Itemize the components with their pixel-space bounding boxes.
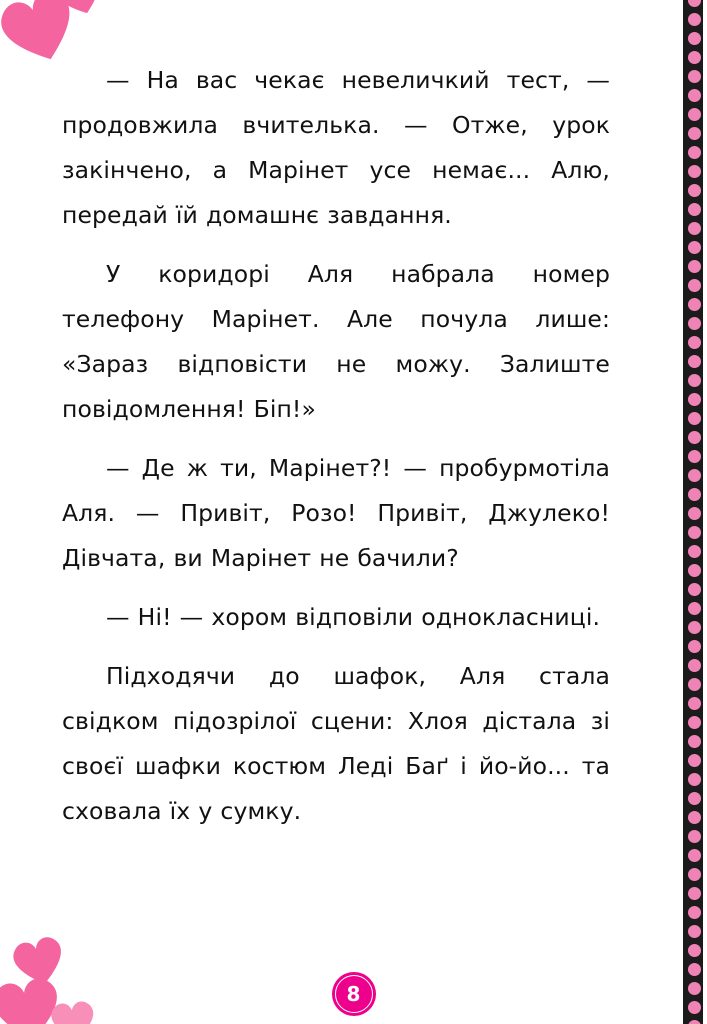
edge-dot [688,678,701,691]
paragraph: — На вас чекає невеличкий тест, — продовжила вчителька. — Отже, урок закінчено, а Марінет усе немає... Алю, передай їй домашнє завдання. [62,66,610,229]
paragraph: Підходячи до шафок, Аля стала свідком підозрілої сцени: Хлоя дістала зі своєї шафки костюм Леді Баґ і йо-йо... та сховала їх у сумку. [62,662,610,825]
edge-dot [688,89,701,102]
edge-dot [688,754,701,767]
edge-dot [688,260,701,273]
page-number-label: 8 [346,982,361,1006]
edge-dot [688,146,701,159]
edge-dot [688,393,701,406]
edge-dot [688,602,701,615]
edge-dot [688,545,701,558]
edge-dot [688,982,701,995]
edge-dot [688,165,701,178]
edge-dot [688,203,701,216]
heart-icon [43,991,102,1024]
edge-dot [688,887,701,900]
edge-dot [688,659,701,672]
edge-dot [688,51,701,64]
edge-dot [688,374,701,387]
edge-dot [688,925,701,938]
edge-dot [688,317,701,330]
edge-dot [688,621,701,634]
edge-dot [688,830,701,843]
edge-dot [688,298,701,311]
edge-dot [688,0,701,7]
edge-dot [688,108,701,121]
edge-dot [688,1020,701,1024]
edge-dot [688,127,701,140]
edge-dot [688,906,701,919]
edge-dot [688,583,701,596]
edge-dot [688,32,701,45]
edge-dot-column [686,0,704,1024]
edge-dot [688,526,701,539]
edge-dot [688,336,701,349]
paragraph: У коридорі Аля набрала номер телефону Марінет. Але почула лише: «Зараз відповісти не можу. Залиште повідомлення! Біп!» [62,260,610,423]
edge-dot [688,564,701,577]
page-edge-strip [683,0,707,1024]
paragraph: — Де ж ти, Марінет?! — пробурмотіла Аля. — Привіт, Розо! Привіт, Джулеко! Дівчата, ви Марінет не бачили? [62,454,610,572]
edge-dot [688,13,701,26]
edge-dot [688,70,701,83]
edge-dot [688,488,701,501]
edge-dot [688,241,701,254]
edge-dot [688,1001,701,1014]
edge-dot [688,412,701,425]
edge-dot [688,773,701,786]
edge-dot [688,944,701,957]
page-text-body [62,58,610,834]
edge-dot [688,963,701,976]
page-number-badge [332,972,376,1016]
edge-dot [688,735,701,748]
edge-dot [688,697,701,710]
edge-dot [688,868,701,881]
paragraph: — Ні! — хором відповіли однокласниці. [106,603,601,631]
edge-dot [688,184,701,197]
edge-dot [688,716,701,729]
edge-dot [688,355,701,368]
edge-dot [688,450,701,463]
edge-dot [688,222,701,235]
edge-dot [688,507,701,520]
edge-white-margin [703,0,707,1024]
edge-dot [688,279,701,292]
edge-dot [688,849,701,862]
edge-dot [688,431,701,444]
edge-dot [688,469,701,482]
edge-dot [688,640,701,653]
edge-dot [688,792,701,805]
edge-dot [688,811,701,824]
